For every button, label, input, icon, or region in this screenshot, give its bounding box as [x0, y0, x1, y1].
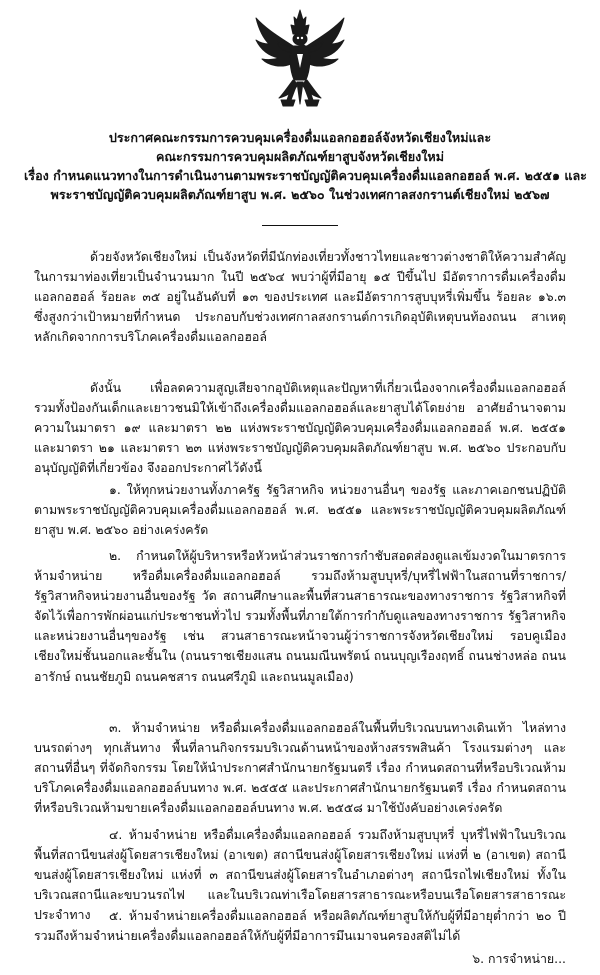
- title-separator: [262, 225, 338, 226]
- item-1-paragraph: ๑. ให้ทุกหน่วยงานทั้งภาครัฐ รัฐวิสาหกิจ หน่วยงานอื่นๆ ของรัฐ และภาคเอกชนปฏิบัติตามพระราชบัญญัติควบคุมเครื่องดื่มแอลกอฮอล์ พ.ศ. ๒๕๕๑ และพระราชบัญญัติควบคุมผลิตภัณฑ์ยาสูบ พ.ศ. ๒๕๖๐ อย่างเคร่งครัด: [34, 482, 566, 538]
- item-3-paragraph: ๓. ห้ามจำหน่าย หรือดื่มเครื่องดื่มแอลกอฮอล์ในพื้นที่บริเวณบนทางเดินเท้า ไหล่ทาง บนรถต่างๆ ทุกเส้นทาง พื้นที่ลานกิจกรรมบริเวณด้านหน้าของห้างสรรพสินค้า โรงแรมต่างๆ และสถานที่อื่นๆ ที่จัดกิจกรรม โดยให้นำประกาศสำนักนายกรัฐมนตรี เรื่อง กำหนดสถานที่หรือบริเวณห้ามบริโภคเครื่องดื่มแอลกอฮอล์บนทาง พ.ศ. ๒๕๕๕ และประกาศสำนักนายกรัฐมนตรี เรื่อง กำหนดสถานที่หรือบริเวณห้ามขายเครื่องดื่มแอลกอฮอล์บนทาง พ.ศ. ๒๕๕๘ มาใช้บังคับอย่างเคร่งครัด: [34, 720, 566, 816]
- subject-line2: พระราชบัญญัติควบคุมผลิตภัณฑ์ยาสูบ พ.ศ. ๒๕๖๐ ในช่วงเทศกาลสงกรานต์เชียงใหม่ ๒๕๖๗: [50, 187, 550, 202]
- authority-paragraph: ดังนั้น เพื่อลดความสูญเสียจากอุบัติเหตุและปัญหาที่เกี่ยวเนื่องจากเครื่องดื่มแอลกอฮอล์ รวมทั้งป้องกันเด็กและเยาวชนมิให้เข้าถึงเครื่องดื่มแอลกอฮอล์และยาสูบได้โดยง่าย อาศัยอำนาจตามความในมาตรา ๑๙ และมาตรา ๒๒ แห่งพระราชบัญญัติควบคุมเครื่องดื่มแอลกอฮอล์ พ.ศ. ๒๕๕๑ และมาตรา ๒๑ และมาตรา ๒๓ แห่งพระราชบัญญัติควบคุมผลิตภัณฑ์ยาสูบ พ.ศ. ๒๕๖๐ ประกอบกับอนุบัญญัติที่เกี่ยวข้อง จึงออกประกาศไว้ดังนี้: [34, 380, 566, 476]
- item-2-paragraph: ๒. กำหนดให้ผู้บริหารหรือหัวหน้าส่วนราชการกำชับสอดส่องดูแลเข้มงวดในมาตรการห้ามจำหน่าย หรือดื่มเครื่องดื่มแอลกอฮอล์ รวมถึงห้ามสูบบุหรี่/บุหรี่ไฟฟ้าในสถานที่ราชการ/รัฐวิสาหกิจหน่วยงานอื่นของรัฐ วัด สถานศึกษาและพื้นที่สวนสาธารณะของทางราชการ รัฐวิสาหกิจที่จัดไว้เพื่อการพักผ่อนแก่ประชาชนทั่วไป รวมทั้งพื้นที่ภายใต้การกำกับดูแลของทางราชการ รัฐวิสาหกิจ และหน่วยงานอื่นๆของรัฐ เช่น สวนสาธารณะหน้าจวนผู้ว่าราชการจังหวัดเชียงใหม่ รอบคูเมืองเชียงใหม่ชั้นนอกและชั้นใน (ถนนราชเชียงแสน ถนนมณีนพรัตน์ ถนนบุญเรืองฤทธิ์ ถนนช่างหล่อ ถนนอารักษ์ ถนนชัยภูมิ ถนนคชสาร ถนนศรีภูมิ และถนนมูลเมือง): [34, 548, 566, 684]
- announcement-title-line2: คณะกรรมการควบคุมผลิตภัณฑ์ยาสูบจังหวัดเชียงใหม่: [155, 149, 445, 164]
- subject-line1: เรื่อง กำหนดแนวทางในการดำเนินงานตามพระราชบัญญัติควบคุมเครื่องดื่มแอลกอฮอล์ พ.ศ. ๒๕๕๑ และ: [24, 168, 587, 183]
- announcement-title-line1: ประกาศคณะกรรมการควบคุมเครื่องดื่มแอลกอฮอล์จังหวัดเชียงใหม่และ: [108, 130, 492, 145]
- item-5-paragraph: ๕. ห้ามจำหน่ายเครื่องดื่มแอลกอฮอล์ หรือผลิตภัณฑ์ยาสูบให้กับผู้ที่มีอายุต่ำกว่า ๒๐ ปี รวมถึงห้ามจำหน่ายเครื่องดื่มแอลกอฮอล์ให้กับผู้ที่มีอาการมึนเมาจนครองสติไม่ได้: [34, 908, 566, 944]
- continued-marker: ๖. การจำหน่าย...: [472, 951, 566, 966]
- item-4-paragraph: ๔. ห้ามจำหน่าย หรือดื่มเครื่องดื่มแอลกอฮอล์ รวมถึงห้ามสูบบุหรี่ บุหรี่ไฟฟ้าในบริเวณพื้นที่สถานีขนส่งผู้โดยสารเชียงใหม่ (อาเขต) สถานีขนส่งผู้โดยสารเชียงใหม่ แห่งที่ ๒ (อาเขต) สถานีขนส่งผู้โดยสารเชียงใหม่ แห่งที่ ๓ สถานีขนส่งผู้โดยสารในอำเภอต่างๆ สถานีรถไฟเชียงใหม่ ทั้งในบริเวณสถานีและขบวนรถไฟ และในบริเวณท่าเรือโดยสารสาธารณะหรือบนเรือโดยสารสาธารณะประจำทาง: [34, 827, 566, 923]
- intro-paragraph: ด้วยจังหวัดเชียงใหม่ เป็นจังหวัดที่มีนักท่องเที่ยวทั้งชาวไทยและชาวต่างชาติให้ความสำคัญในการมาท่องเที่ยวเป็นจำนวนมาก ในปี ๒๕๖๔ พบว่าผู้ที่มีอายุ ๑๕ ปีขึ้นไป มีอัตราการดื่มเครื่องดื่มแอลกอฮอล์ ร้อยละ ๓๕ อยู่ในอันดับที่ ๑๓ ของประเทศ และมีอัตราการสูบบุหรี่เพิ่มขึ้น ร้อยละ ๑๖.๓ ซึ่งสูงกว่าเป้าหมายที่กำหนด ประกอบกับช่วงเทศกาลสงกรานต์การเกิดอุบัติเหตุบนท้องถนน สาเหตุหลักเกิดจากการบริโภคเครื่องดื่มแอลกอฮอล์: [34, 249, 566, 345]
- garuda-emblem-icon: [253, 8, 347, 114]
